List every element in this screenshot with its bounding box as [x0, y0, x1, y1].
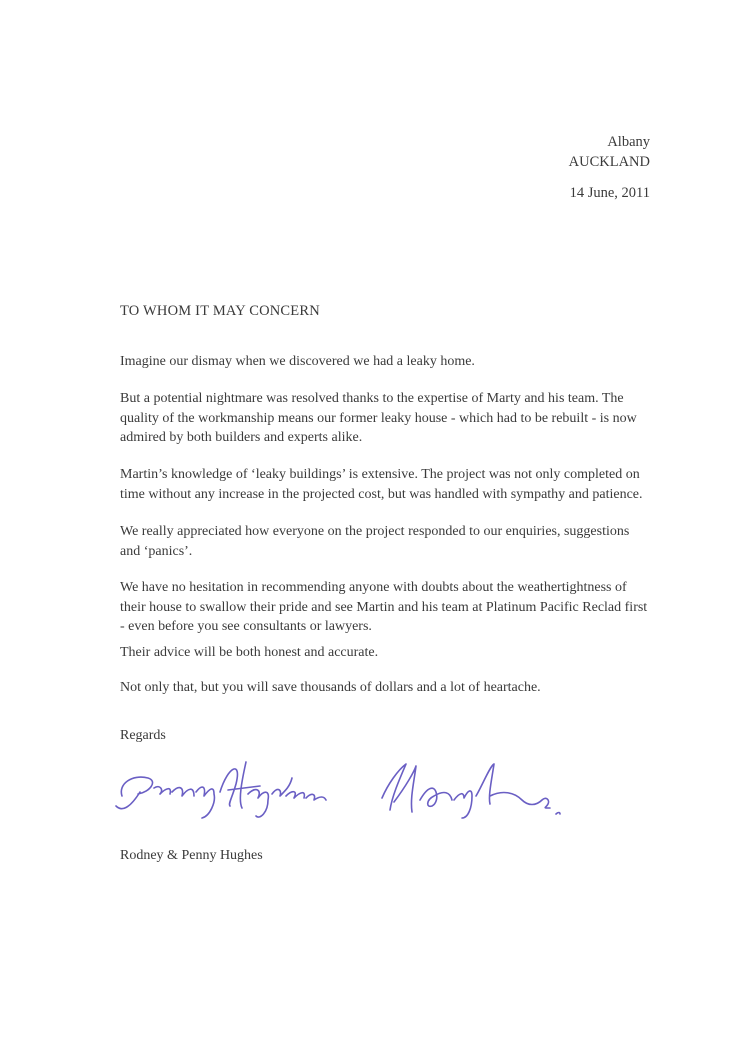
signature-rodney-hughes	[382, 764, 560, 818]
paragraph-2: But a potential nightmare was resolved thanks to the expertise of Marty and his team. The quality of the workmanship means our former leaky house - which had to be rebuilt - is now admired by both builders and experts alike.	[120, 391, 637, 445]
salutation: TO WHOM IT MAY CONCERN	[120, 303, 320, 319]
paragraph-7: Not only that, but you will save thousands of dollars and a lot of heartache.	[120, 680, 541, 695]
signature-penny-hughes	[116, 762, 326, 818]
signature-drawing	[110, 756, 590, 826]
paragraph-6: Their advice will be both honest and accurate.	[120, 645, 379, 660]
handwritten-signature	[110, 756, 590, 826]
sender-address	[569, 132, 650, 172]
closing: Regards	[120, 728, 166, 743]
paragraph-4: We really appreciated how everyone on the project responded to our enquiries, suggestions and ‘panics’.	[120, 524, 630, 559]
letter-date: 14 June, 2011	[569, 185, 650, 201]
paragraph-1: Imagine our dismay when we discovered we had a leaky home.	[120, 354, 475, 369]
address-line-1: Albany	[607, 134, 650, 150]
address-line-2: AUCKLAND	[568, 154, 650, 170]
paragraph-3: Martin’s knowledge of ‘leaky buildings’ is extensive. The project was not only completed on time without any increase in the projected cost, but was handled with sympathy and patience.	[120, 467, 643, 502]
paragraph-5: We have no hesitation in recommending anyone with doubts about the weathertightness of their house to swallow their pride and see Martin and his team at Platinum Pacific Reclad first - even before you see consultants or lawyers.	[120, 580, 648, 634]
signatory-names: Rodney & Penny Hughes	[120, 848, 263, 863]
